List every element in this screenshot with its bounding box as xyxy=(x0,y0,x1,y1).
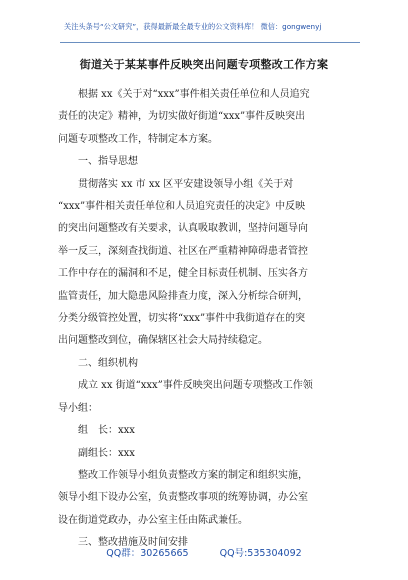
page-footer xyxy=(0,545,408,559)
paragraph-line: 导小组： xyxy=(58,402,98,414)
paragraph-line: 责任的决定》精神，为切实做好街道“xxx”事件反映突出 xyxy=(58,111,306,123)
paragraph-line: 设在街道党政办，办公室主任由陈武兼任。 xyxy=(58,514,248,526)
paragraph-line: 整改工作领导小组负责整改方案的制定和组织实施， xyxy=(78,469,308,481)
paragraph-line: 成立 xx 街道“xxx”事件反映突出问题专项整改工作领 xyxy=(78,380,313,392)
qq-group-text: QQ群：30265665 xyxy=(106,548,189,559)
paragraph-line: 领导小组下设办公室，负责整改事项的统筹协调，办公室 xyxy=(58,492,308,504)
paragraph-line: 的突出问题整改有关要求，认真吸取教训，坚持问题导向 xyxy=(58,223,308,235)
paragraph-line: 监管责任，加大隐患风险排查力度，深入分析综合研判， xyxy=(58,290,308,302)
paragraph-line: 根据 xx《关于对“xxx”事件相关责任单位和人员追究 xyxy=(78,89,310,100)
section-heading: 一、指导思想 xyxy=(78,156,138,168)
section-heading: 二、组织机构 xyxy=(78,357,138,369)
paragraph-line: 问题专项整改工作，特制定本方案。 xyxy=(58,133,218,145)
paragraph-line: 出问题整改到位，确保辖区社会大局持续稳定。 xyxy=(58,335,268,347)
paragraph-line: 工作中存在的漏洞和不足，健全目标责任机制、压实各方 xyxy=(58,268,308,280)
paragraph-line: 副组长：xxx xyxy=(78,447,135,459)
qq-number-text: QQ号:535304092 xyxy=(219,548,302,559)
paragraph-line: 分类分级管控处置，切实将“xxx”事件中我街道存在的突 xyxy=(58,313,306,325)
document-body xyxy=(58,84,354,555)
paragraph-line: 举一反三，深刻查找街道、社区在严重精神障碍患者管控 xyxy=(58,245,308,257)
document-title: 街道关于某某事件反映突出问题专项整改工作方案 xyxy=(79,58,329,71)
section-heading: 三、整改措施及时间安排 xyxy=(78,537,188,549)
page-header xyxy=(60,16,360,43)
header-banner-text: 关注头条号“公文研究”，获得最新最全最专业的公文资料库！ 微信：gongwenyj xyxy=(64,22,322,31)
paragraph-line: 贯彻落实 xx 市 xx 区平安建设领导小组《关于对 xyxy=(78,178,294,190)
paragraph-line: “xxx”事件相关责任单位和人员追究责任的决定》中反映 xyxy=(58,201,306,213)
paragraph-line: 组 长：xxx xyxy=(78,425,135,437)
